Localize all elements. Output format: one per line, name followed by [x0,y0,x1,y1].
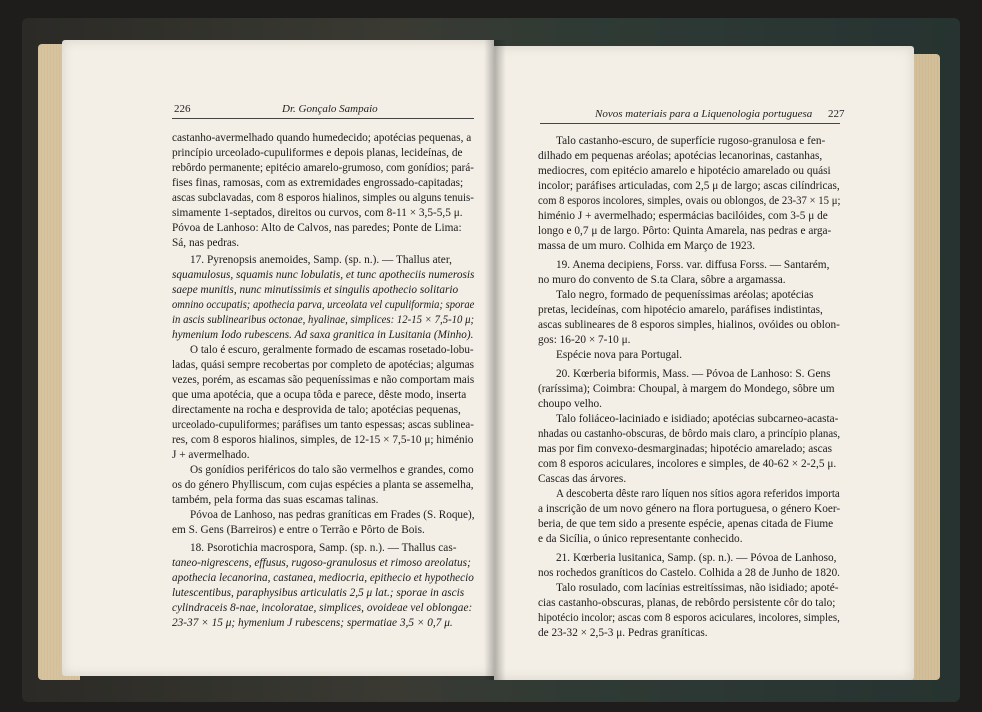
text-line: com 8 esporos incolores, simples, ovais ou oblongos, de 23-37 × 15 μ; [538,195,841,207]
text-line: J + avermelhado. [172,449,250,461]
text-line: 23-37 × 15 μ; hymenium J rubescens; spermatiae 3,5 × 0,7 μ. [172,617,453,629]
text-line: directamente na rocha e desprovida de talo; apotécias pequenas, [172,404,461,416]
text-line: também, pela forma das suas escamas talinas. [172,494,379,506]
text-line: gos: 16-20 × 7-10 μ. [538,334,631,346]
text-line: nhadas ou castanho-obscuras, de bôrdo mais claro, a princípio planas, [538,428,841,440]
text-line: fises finas, ramosas, com as extremidades engrossado-capitadas; [172,177,464,189]
text-line: Sá, nas pedras. [172,237,240,249]
species-18-heading: 18. Psorotichia macrospora, Samp. (sp. n.). — Thallus cas- [190,542,457,554]
text-line: A descoberta dêste raro líquen nos sítios agora referidos importa [556,488,840,500]
text-line: beria, de que tem sido a presente espécie, apenas citada de Fiume [538,518,834,530]
text-line: saepe munitis, nunc minutissimis et singulis apothecio solitario [172,284,459,296]
left-page-number: 226 [174,103,191,115]
text-line: urceolado-cupuliformes; paráfises um tanto espessas; ascas sublinea- [172,419,474,431]
text-line: omnino occupatis; apothecia parva, urceolata vel cupuliformia; sporae [172,299,475,311]
right-page-number: 227 [828,108,845,120]
text-line: e da Sicília, o único representante conhecido. [538,533,743,545]
text-line: princípio urceolado-cupuliformes e depois planas, lecideínas, de [172,147,463,159]
text-line: (raríssima); Coimbra: Choupal, à margem do Mondego, sôbre um [538,383,835,395]
text-line: cylindraceis 8-nae, incoloratae, simplices, ovoideae vel oblongae: [172,602,473,614]
text-line: dilhado em pequenas aréolas; apotécias lecanorinas, castanhas, [538,150,823,162]
text-line: os do género Phylliscum, com cujas espécies a planta se assemelha, [172,479,474,491]
text-line: incolor; paráfises articuladas, com 2,5 μ de largo; ascas cilíndricas, [538,180,840,192]
text-line: Talo negro, formado de pequeníssimas aréolas; apotécias [556,289,814,301]
species-20-heading: 20. Kœrberia biformis, Mass. — Póvoa de Lanhoso: S. Gens [556,368,831,380]
book-gutter [484,40,506,680]
text-line: ascas subclavadas, com 8 esporos hialinos, simples ou alguns tenuis- [172,192,474,204]
text-line: Cascas das árvores. [538,473,627,485]
text-line: rebôrdo permanente; epitécio amarelo-grumoso, com gonídios; pará- [172,162,474,174]
species-17-heading: 17. Pyrenopsis anemoides, Samp. (sp. n.). — Thallus ater, [190,254,452,266]
text-line: res, com 8 esporos hialinos, simples, de 12-15 × 7,5-10 μ; himénio [172,434,474,446]
text-line: que uma apotécia, que a ocupa tôda e parece, dêste modo, inserta [172,389,467,401]
text-line: castanho-avermelhado quando humedecido; apotécias pequenas, a [172,132,472,144]
right-running-head: Novos materiais para a Liquenologia portuguesa [595,108,813,120]
text-line: mas por fim convexo-desmarginadas; hipotécio amarelado; ascas [538,443,833,455]
text-line: pretas, lecideínas, com hipotécio amarelo, paráfises indistintas, [538,304,823,316]
text-line: taneo-nigrescens, effusus, rugoso-granulosus et rimoso areolatus; [172,557,471,569]
text-line: Talo castanho-escuro, de superfície rugoso-granulosa e fen- [556,135,826,147]
text-line: squamulosus, squamis nunc lobulatis, et tunc apotheciis numerosis [172,269,475,281]
text-line: Póvoa de Lanhoso: Alto de Calvos, nas paredes; Ponte de Lima: [172,222,462,234]
text-line: hipotécio incolor; ascas com 8 esporos aciculares, incolores, simples, [538,612,840,624]
text-line: Póvoa de Lanhoso, nas pedras graníticas em Frades (S. Roque), [190,509,475,521]
text-line: de 23-32 × 2,5-3 μ. Pedras graníticas. [538,627,708,639]
text-line: com 8 esporos aciculares, incolores e simples, de 40-62 × 2-2,5 μ. [538,458,837,470]
text-line: Talo foliáceo-laciniado e isidiado; apotécias subcarneo-acasta- [556,413,839,425]
text-line: Talo rosulado, com lacínias estreitíssimas, não isidiado; apoté- [556,582,839,594]
right-header-rule [540,123,840,124]
text-line: longo e 0,7 μ de largo. Pôrto: Quinta Amarela, nas pedras e arga- [538,225,832,237]
text-line: a inscrição de um novo género na flora portuguesa, o género Koer- [538,503,841,515]
text-line: ladas, quási sempre recobertas por completo de apotécias; algumas [172,359,475,371]
text-line: choupo velho. [538,398,603,410]
text-line: himénio J + avermelhado; espermácias bacilóides, com 3-5 μ de [538,210,828,222]
text-line: hymenium Iodo rubescens. Ad saxa granitica in Lusitania (Minho). [172,329,474,341]
text-line: ascas sublineares de 8 esporos simples, hialinos, ovóides ou oblon- [538,319,840,331]
text-line: mediocres, com epitécio amarelo e hipotécio amarelado ou quási [538,165,831,177]
text-line: cias castanho-obscuras, planas, de rebôrdo persistente côr do talo; [538,597,836,609]
text-line: no muro do convento de S.ta Clara, sôbre a argamassa. [538,274,786,286]
text-line: simamente 1-septados, direitos ou curvos, com 8-11 × 3,5-5,5 μ. [172,207,463,219]
text-line: nos rochedos graníticos do Castelo. Colhida a 28 de Junho de 1820. [538,567,840,579]
text-line: em S. Gens (Barreiros) e entre o Terrão e Pôrto de Bois. [172,524,425,536]
text-line: apothecia lecanorina, castanea, mediocria, epithecio et hypothecio [172,572,474,584]
left-header-rule [172,118,474,119]
text-line: O talo é escuro, geralmente formado de escamas rosetado-lobu- [190,344,474,356]
species-19-heading: 19. Anema decipiens, Forss. var. diffusa Forss. — Santarém, [556,259,830,271]
text-line: Espécie nova para Portugal. [556,349,683,361]
text-line: in ascis sublinearibus octonae, hyalinae, simplices: 12-15 × 7,5-10 μ; [172,314,475,326]
text-line: vezes, porém, as escamas são pequeníssimas e não comportam mais [172,374,475,386]
text-line: massa de um muro. Colhida em Março de 1923. [538,240,756,252]
species-21-heading: 21. Kœrberia lusitanica, Samp. (sp. n.). — Póvoa de Lanhoso, [556,552,837,564]
left-running-head: Dr. Gonçalo Sampaio [282,103,378,115]
text-line: lutescentibus, paraphysibus articulatis 2,5 μ lat.; sporae in ascis [172,587,465,599]
text-line: Os gonídios periféricos do talo são vermelhos e grandes, como [190,464,474,476]
